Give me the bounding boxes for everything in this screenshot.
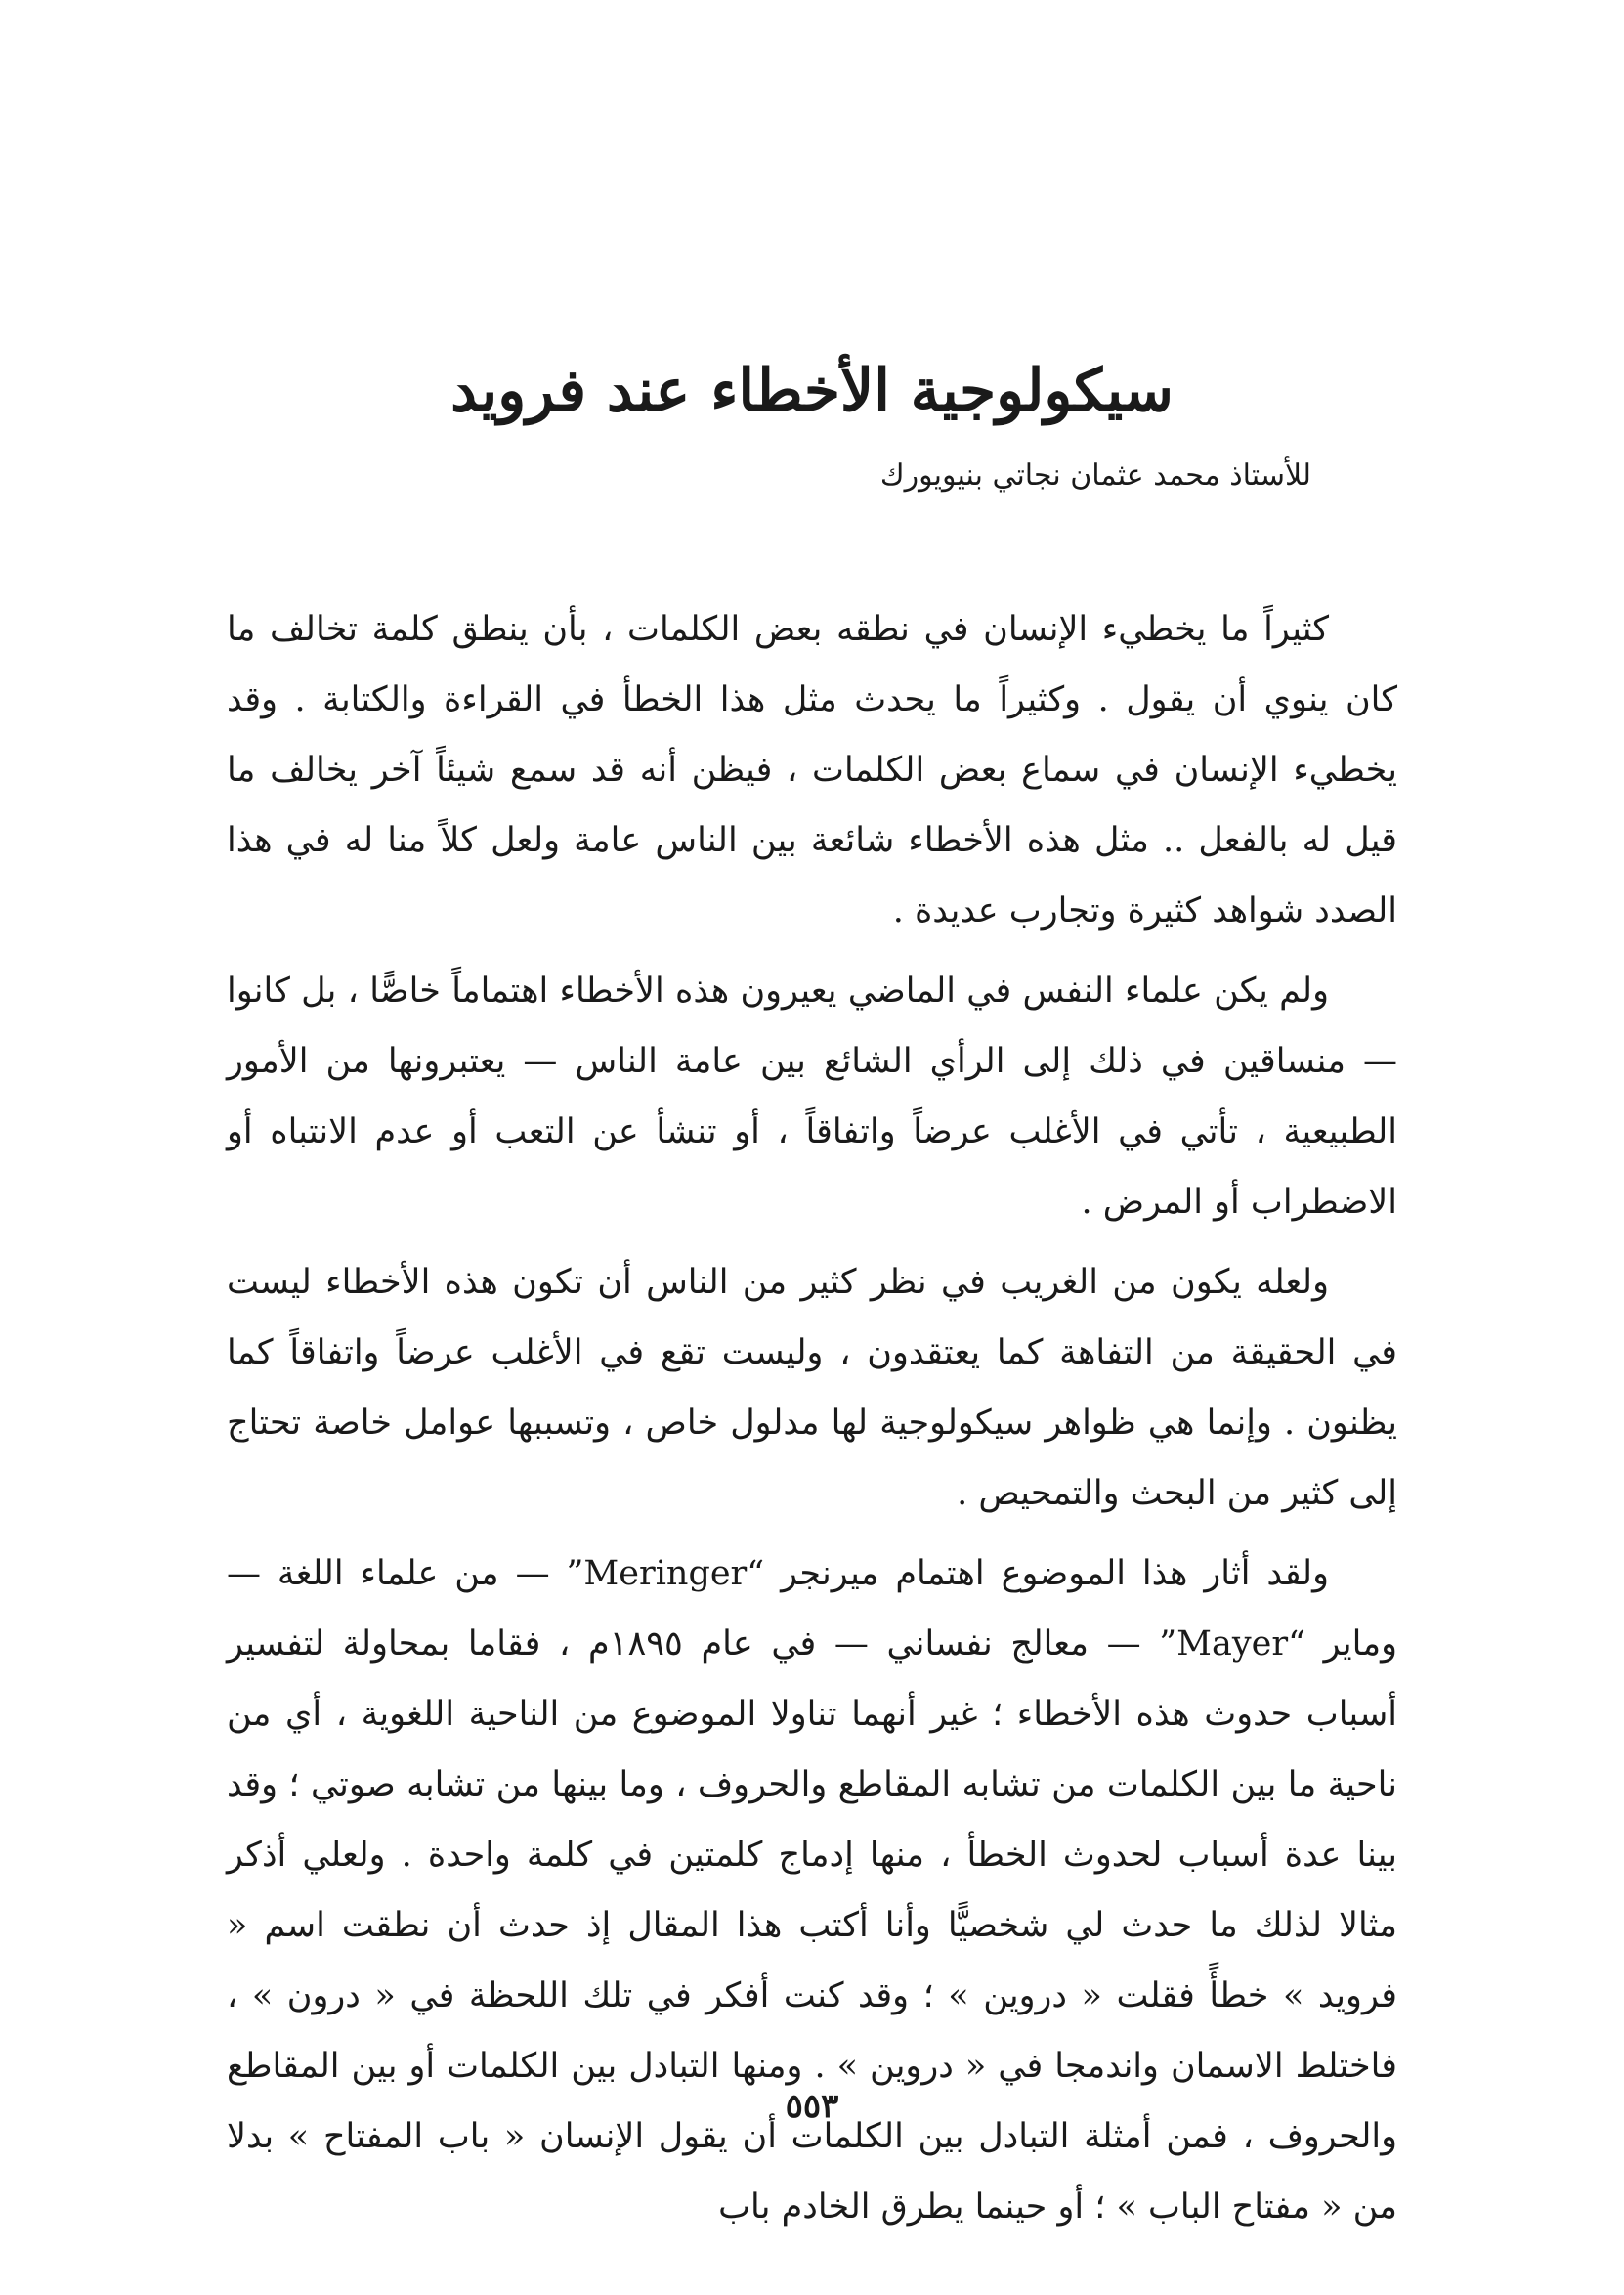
page-number: ٥٥٣	[785, 2087, 839, 2126]
paragraph-2: ولم يكن علماء النفس في الماضي يعيرون هذه الأخطاء اهتماماً خاصًّا ، بل كانوا — منساقين في ذلك إلى الرأي الشائع بين عامة الناس — يعتبرونها من الأمور الطبيعية ، تأتي في الأغلب عرضاً واتفاقاً ، أو تنشأ عن التعب أو عدم الانتباه أو الاضطراب أو المرض .	[227, 972, 1397, 1222]
article-title: سيكولوجية الأخطاء عند فرويد	[450, 357, 1174, 425]
article-body	[227, 594, 1397, 2252]
paragraph-4: ولقد أثار هذا الموضوع اهتمام ميرنجر “Meringer” — من علماء اللغة — وماير “Mayer” — معالج نفساني — في عام ١٨٩٥م ، فقاما بمحاولة لتفسير أسباب حدوث هذه الأخطاء ؛ غير أنهما تناولا الموضوع من الناحية اللغوية ، أي من ناحية ما بين الكلمات من تشابه المقاطع والحروف ، وما بينها من تشابه صوتي ؛ وقد بينا عدة أسباب لحدوث الخطأ ، منها إدماج كلمتين في كلمة واحدة . ولعلي أذكر مثالا لذلك ما حدث لي شخصيًّا وأنا أكتب هذا المقال إذ حدث أن نطقت اسم « فرويد » خطأً فقلت « دروين » ؛ وقد كنت أفكر في تلك اللحظة في « درون » ، فاختلط الاسمان واندمجا في « دروين » . ومنها التبادل بين الكلمات أو بين المقاطع والحروف ، فمن أمثلة التبادل بين الكلمات أن يقول الإنسان « باب المفتاح » بدلا من « مفتاح الباب » ؛ أو حينما يطرق الخادم باب	[227, 1554, 1397, 2227]
paragraph-1: كثيراً ما يخطيء الإنسان في نطقه بعض الكلمات ، بأن ينطق كلمة تخالف ما كان ينوي أن يقول . وكثيراً ما يحدث مثل هذا الخطأ في القراءة والكتابة . وقد يخطيء الإنسان في سماع بعض الكلمات ، فيظن أنه قد سمع شيئاً آخر يخالف ما قيل له بالفعل .. مثل هذه الأخطاء شائعة بين الناس عامة ولعل كلاً منا له في هذا الصدد شواهد كثيرة وتجارب عديدة .	[227, 610, 1397, 931]
author-byline: للأستاذ محمد عثمان نجاتي بنيويورك	[879, 458, 1311, 493]
paragraph-3: ولعله يكون من الغريب في نظر كثير من الناس أن تكون هذه الأخطاء ليست في الحقيقة من التفاهة كما يعتقدون ، وليست تقع في الأغلب عرضاً واتفاقاً كما يظنون . وإنما هي ظواهر سيكولوجية لها مدلول خاص ، وتسببها عوامل خاصة تحتاج إلى كثير من البحث والتمحيص .	[227, 1263, 1397, 1513]
